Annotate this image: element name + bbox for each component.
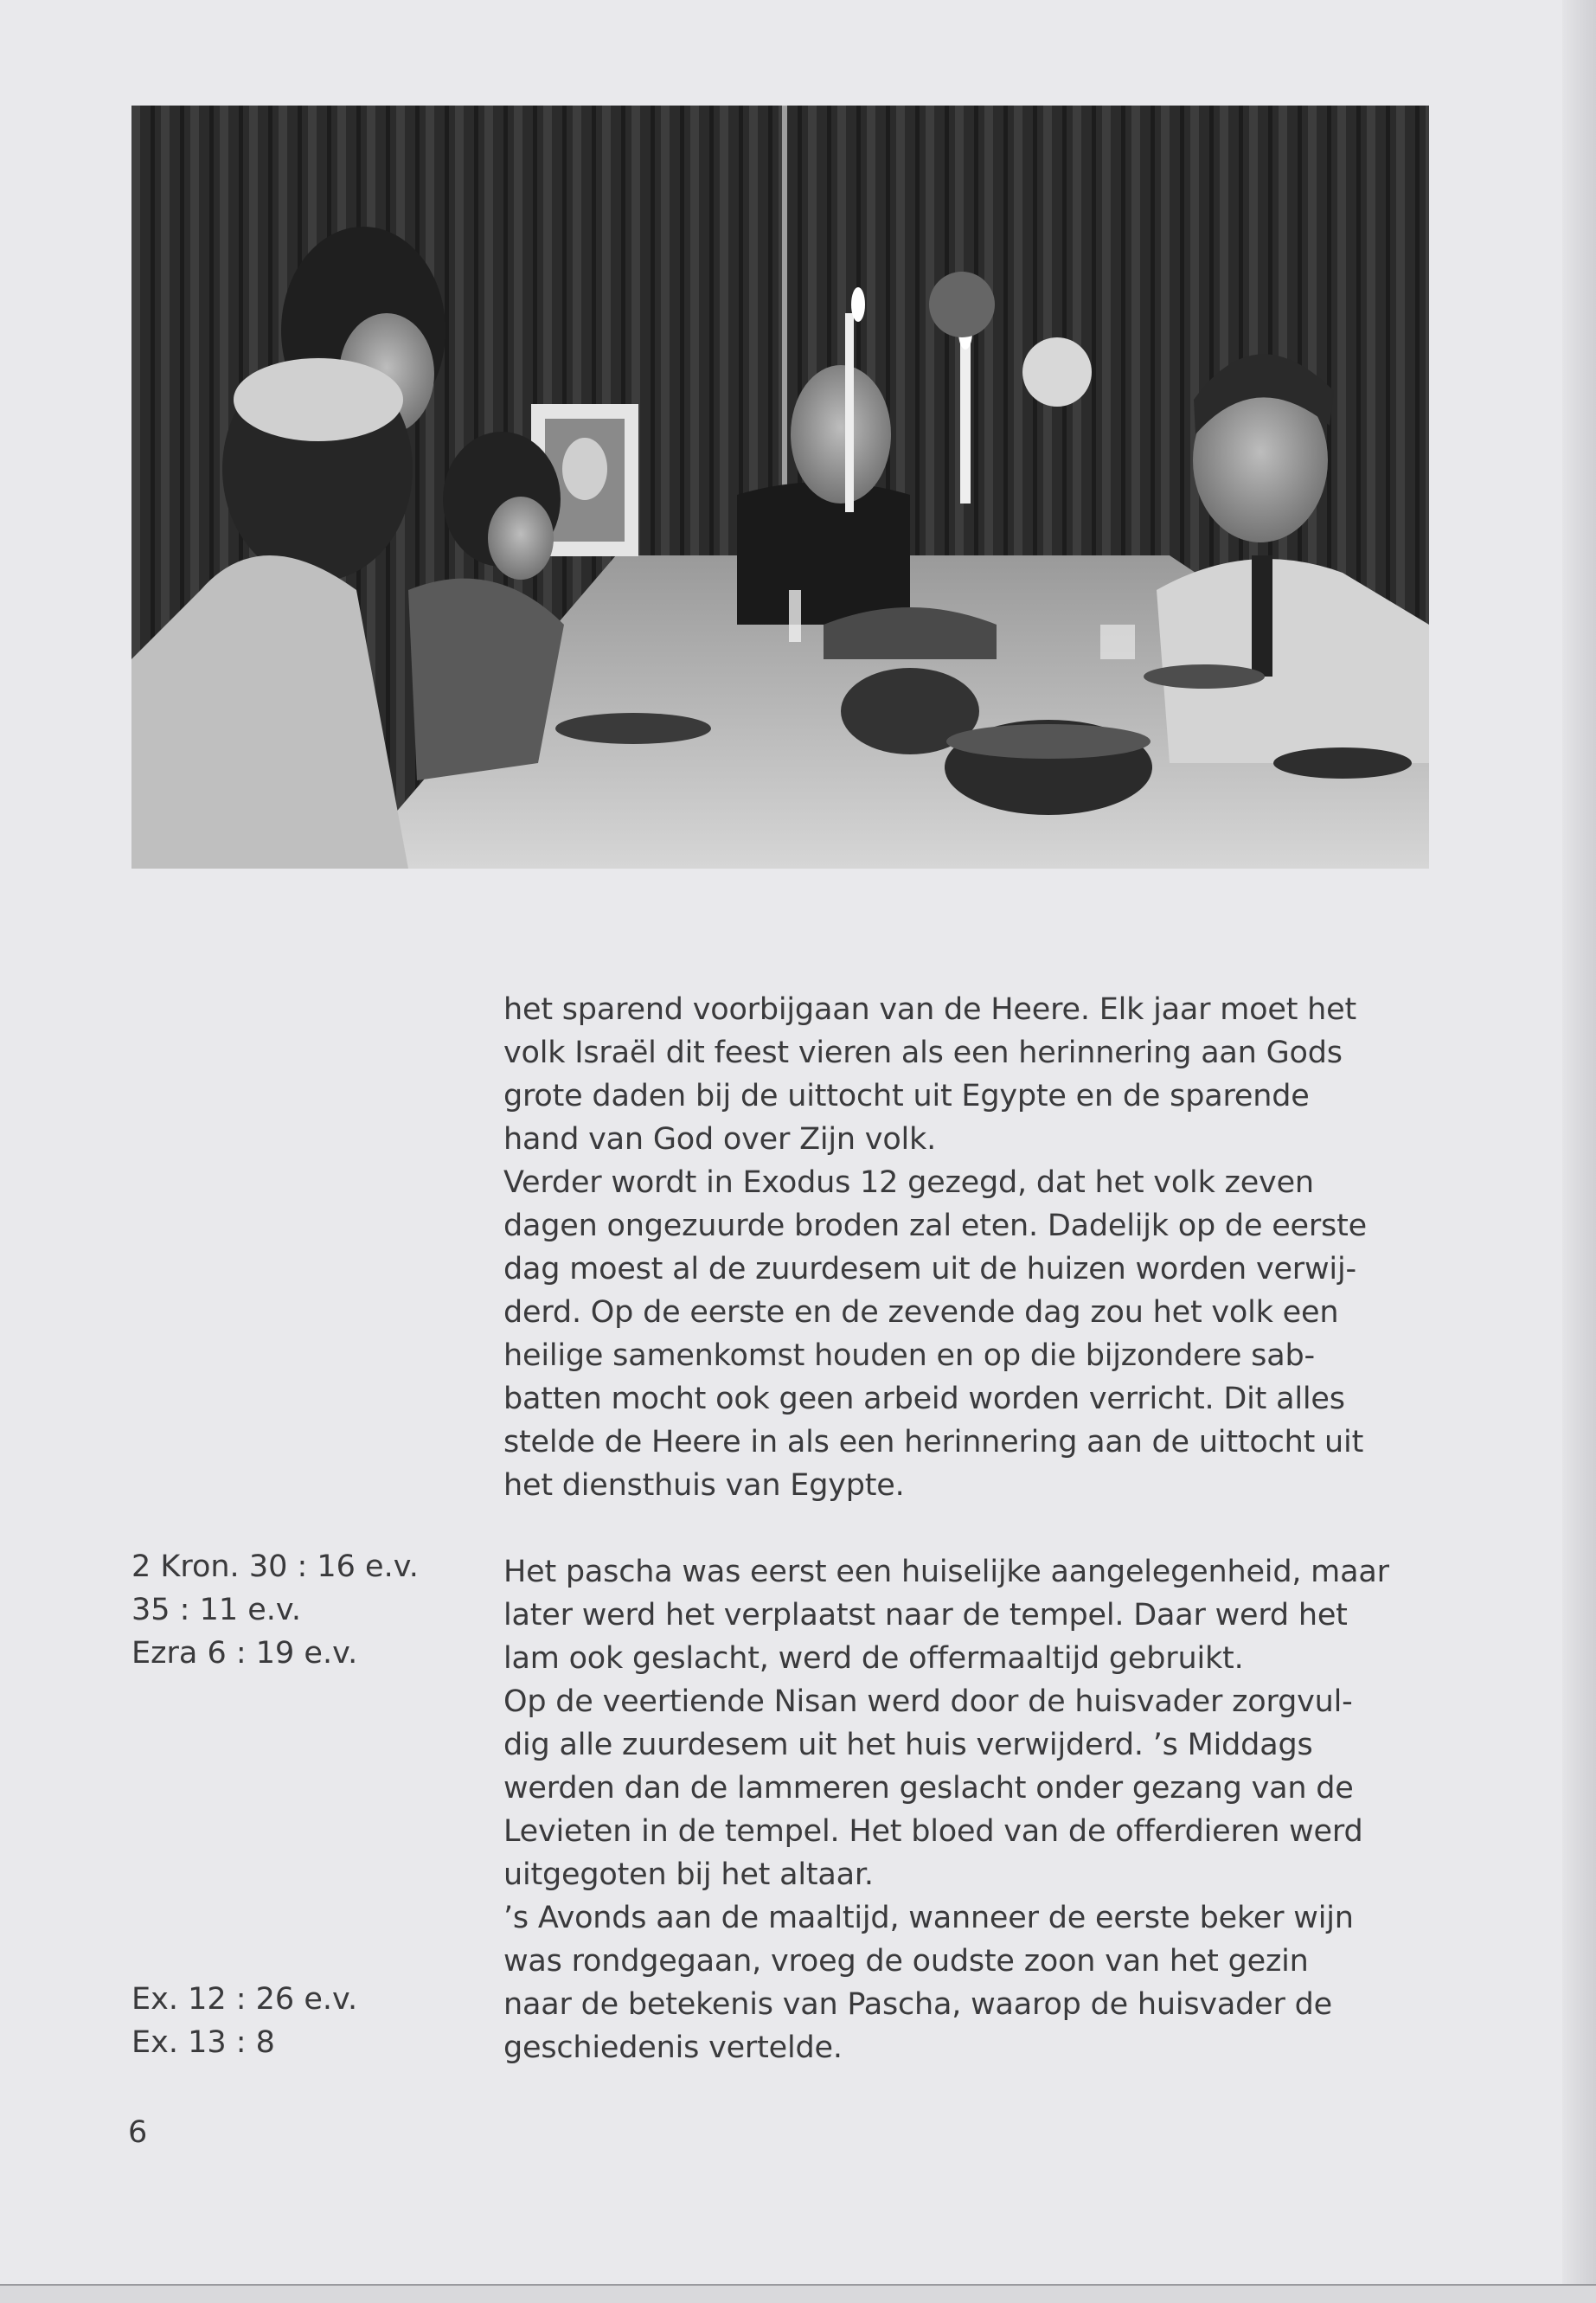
scripture-reference: 2 Kron. 30 : 16 e.v. [131, 1549, 419, 1584]
text-line: Verder wordt in Exodus 12 gezegd, dat het volk zeven [503, 1165, 1314, 1200]
text-line: lam ook geslacht, werd de offermaaltijd gebruikt. [503, 1641, 1244, 1676]
text-line: batten mocht ook geen arbeid worden verricht. Dit alles [503, 1382, 1345, 1416]
text-line: dig alle zuurdesem uit het huis verwijderd. ’s Middags [503, 1728, 1313, 1762]
scripture-reference: 35 : 11 e.v. [131, 1593, 302, 1627]
text-line: hand van God over Zijn volk. [503, 1122, 937, 1157]
text-line: was rondgegaan, vroeg de oudste zoon van het gezin [503, 1944, 1309, 1979]
main-text [503, 988, 1455, 2069]
text-line: stelde de Heere in als een herinnering aan de uittocht uit [503, 1425, 1364, 1459]
text-line: het sparend voorbijgaan van de Heere. Elk jaar moet het [503, 992, 1356, 1027]
text-line: werden dan de lammeren geslacht onder gezang van de [503, 1771, 1354, 1806]
text-line: Levieten in de tempel. Het bloed van de offerdieren werd [503, 1814, 1363, 1849]
text-line: Op de veertiende Nisan werd door de huisvader zorgvul- [503, 1684, 1353, 1719]
page-number: 6 [128, 2115, 148, 2150]
text-line: grote daden bij de uittocht uit Egypte en de sparende [503, 1079, 1310, 1113]
text-line: geschiedenis vertelde. [503, 2030, 843, 2065]
text-line: uitgegoten bij het altaar. [503, 1857, 874, 1892]
text-line: Het pascha was eerst een huiselijke aangelegenheid, maar [503, 1555, 1389, 1589]
text-line: dag moest al de zuurdesem uit de huizen worden verwij- [503, 1252, 1356, 1286]
family-seder-photo [131, 106, 1429, 869]
margin-references-bottom [131, 1978, 478, 2064]
page-edge-shadow [1562, 0, 1596, 2301]
text-line: het diensthuis van Egypte. [503, 1468, 905, 1503]
scripture-reference: Ex. 12 : 26 e.v. [131, 1982, 358, 2017]
paragraph-1 [503, 988, 1455, 1507]
scripture-reference: Ezra 6 : 19 e.v. [131, 1636, 358, 1671]
text-line: volk Israël dit feest vieren als een herinnering aan Gods [503, 1036, 1343, 1070]
text-line: dagen ongezuurde broden zal eten. Dadelijk op de eerste [503, 1209, 1367, 1243]
paragraph-2 [503, 1550, 1455, 2069]
page-bottom-edge [0, 2284, 1596, 2303]
text-line: ’s Avonds aan de maaltijd, wanneer de eerste beker wijn [503, 1901, 1354, 1935]
text-line: derd. Op de eerste en de zevende dag zou het volk een [503, 1295, 1339, 1330]
text-line: naar de betekenis van Pascha, waarop de huisvader de [503, 1987, 1332, 2022]
margin-references-top [131, 1545, 478, 1675]
scripture-reference: Ex. 13 : 8 [131, 2025, 275, 2060]
text-line: heilige samenkomst houden en op die bijzondere sab- [503, 1338, 1315, 1373]
text-line: later werd het verplaatst naar de tempel. Daar werd het [503, 1598, 1348, 1633]
